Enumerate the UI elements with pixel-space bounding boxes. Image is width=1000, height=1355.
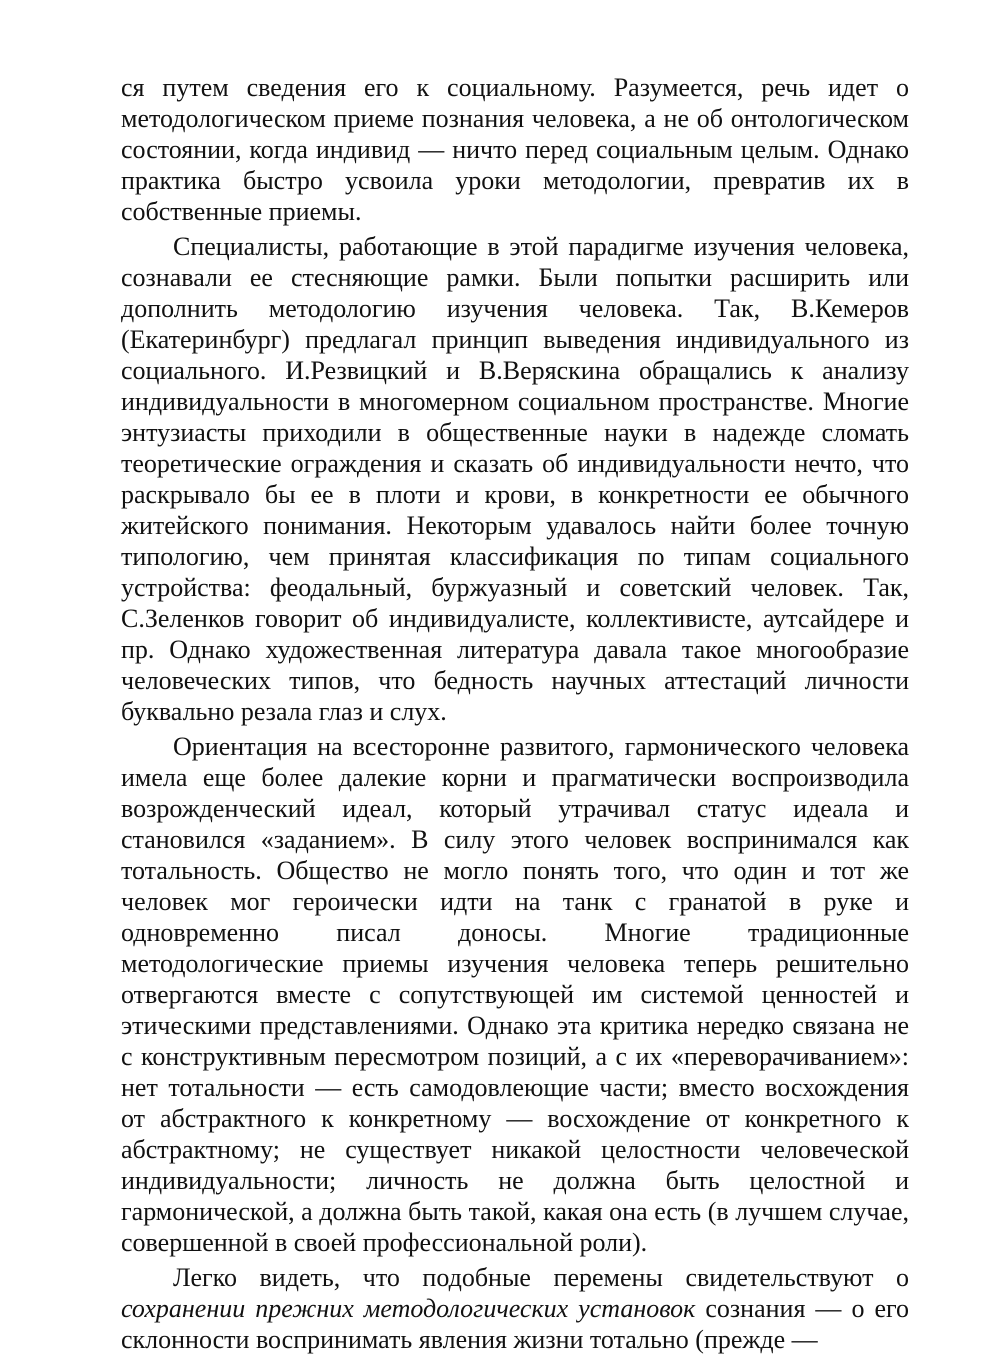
paragraph-3-text: Ориентация на всесторонне развитого, гармонического человека имела еще более далекие корни и прагматически воспроизводила возрожденческий идеал, который утрачивал статус идеала и становился «заданием». В силу этого человек воспринимался как тотальность. Общество не могло понять того, что один и тот же человек мог героически идти на танк с гранатой в руке и одновременно писал доносы. Многие традиционные методологические приемы изучения человека теперь решительно отвергаются вместе с сопутствующей им системой ценностей и этическими представлениями. Однако эта критика нередко связана не с конструктивным пересмотром позиций, а с их «переворачиванием»: нет тотальности — есть самодовлеющие части; вместо восхождения от абстрактного к конкретному — восхождение от конкретного к абстрактному; не существует никакой целостности человеческой индивидуальности; личность не должна быть целостной и гармонической, а должна быть такой, какая она есть (в лучшем случае, совершенной в своей профессиональной роли).	[121, 732, 909, 1257]
paragraph-4-text-end: сознания — о его склонности воспринимать явления жизни тотально (прежде —	[121, 1294, 910, 1354]
paragraph-2	[121, 231, 909, 727]
paragraph-1-text: ся путем сведения его к социальному. Разумеется, речь идет о методологическом приеме познания человека, а не об онтологическом состоянии, когда индивид — ничто перед социальным целым. Однако практика быстро усвоила уроки методологии, превратив их в собственные приемы.	[121, 73, 909, 226]
paragraph-4-text-start: Легко видеть, что подобные перемены свидетельствуют о	[173, 1263, 909, 1292]
paragraph-3	[121, 731, 909, 1258]
paragraph-4-italic-phrase: сохранении прежних методологических установок	[121, 1294, 696, 1323]
paragraph-2-text: Специалисты, работающие в этой парадигме изучения человека, сознавали ее стесняющие рамки. Были попытки расширить или дополнить методологию изучения человека. Так, В.Кемеров (Екатеринбург) предлагал принцип выведения индивидуального из социального. И.Резвицкий и В.Веряскина обращались к анализу индивидуальности в многомерном социальном пространстве. Многие энтузиасты приходили в общественные науки в надежде сломать теоретические ограждения и сказать об индивидуальности нечто, что раскрывало бы ее в плоти и крови, в конкретности ее обычного житейского понимания. Некоторым удавалось найти более точную типологию, чем принятая классификация по типам социального устройства: феодальный, буржуазный и советский человек. Так, С.Зеленков говорит об индивидуалисте, коллективисте, аутсайдере и пр. Однако художественная литература давала такое многообразие человеческих типов, что бедность научных аттестаций личности буквально резала глаз и слух.	[121, 232, 909, 726]
page-text-body	[121, 72, 909, 1355]
paragraph-1	[121, 72, 909, 227]
paragraph-4	[121, 1262, 909, 1355]
